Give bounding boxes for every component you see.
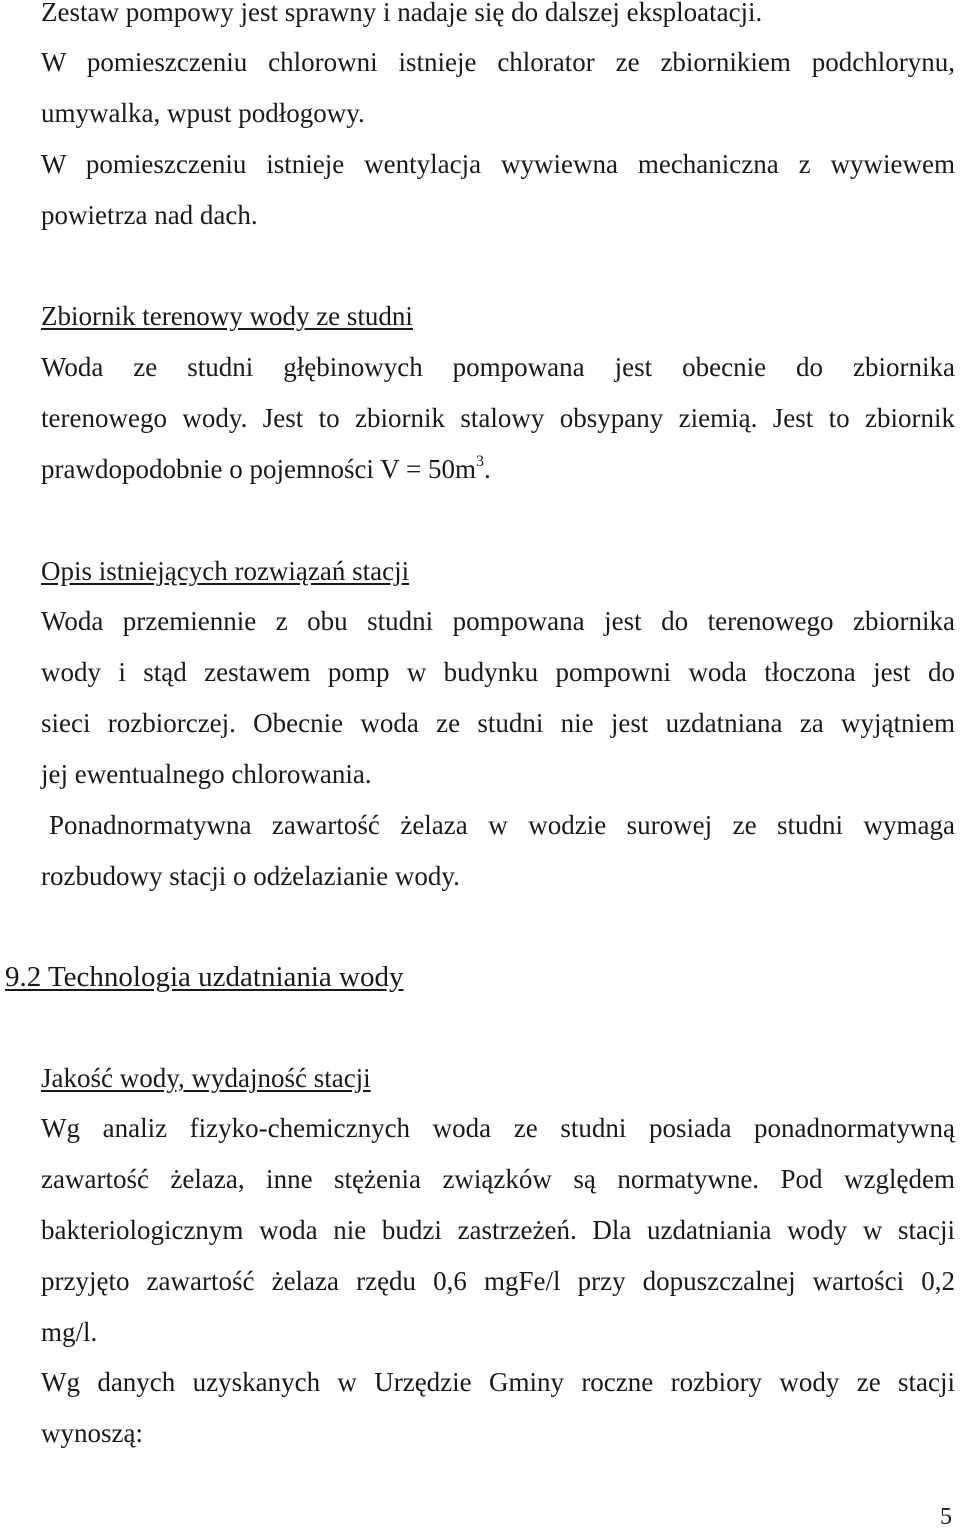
page-number: 5 xyxy=(940,1504,952,1530)
paragraph-line xyxy=(41,454,955,485)
subheading-tank: Zbiornik terenowy wody ze studni xyxy=(41,301,413,331)
paragraph-line: sieci rozbiorczej. Obecnie woda ze studni nie jest uzdatniana za wyjątniem xyxy=(41,708,955,738)
section-heading: 9.2 Technologia uzdatniania wody xyxy=(5,961,404,993)
paragraph-line: terenowego wody. Jest to zbiornik stalowy obsypany ziemią. Jest to zbiornik xyxy=(41,403,955,433)
paragraph-line: Ponadnormatywna zawartość żelaza w wodzie surowej ze studni wymaga xyxy=(49,810,955,840)
subheading-existing-solutions: Opis istniejących rozwiązań stacji xyxy=(41,556,410,586)
paragraph-line: Wg danych uzyskanych w Urzędzie Gminy roczne rozbiory wody ze stacji xyxy=(41,1367,955,1397)
paragraph-line: zawartość żelaza, inne stężenia związków są normatywne. Pod względem xyxy=(41,1164,955,1194)
period: . xyxy=(483,454,491,484)
paragraph-line: umywalka, wpust podłogowy. xyxy=(41,98,365,128)
paragraph-line: wody i stąd zestawem pomp w budynku pompowni woda tłoczona jest do xyxy=(41,657,955,687)
volume-text: prawdopodobnie o pojemności V = 50m xyxy=(41,454,476,484)
paragraph-line: rozbudowy stacji o odżelazianie wody. xyxy=(41,861,460,891)
paragraph-line: W pomieszczeniu istnieje wentylacja wywiewna mechaniczna z wywiewem xyxy=(41,149,955,179)
paragraph-line: W pomieszczeniu chlorowni istnieje chlorator ze zbiornikiem podchlorynu, xyxy=(41,47,955,77)
subheading-water-quality: Jakość wody, wydajność stacji xyxy=(41,1063,371,1093)
paragraph-line: Woda ze studni głębinowych pompowana jest obecnie do zbiornika xyxy=(41,352,955,382)
paragraph-line: Wg analiz fizyko-chemicznych woda ze studni posiada ponadnormatywną xyxy=(41,1113,955,1143)
paragraph-line: mg/l. xyxy=(41,1317,98,1347)
paragraph-line: wynoszą: xyxy=(41,1418,143,1448)
paragraph-line: Zestaw pompowy jest sprawny i nadaje się do dalszej eksploatacji. xyxy=(41,0,763,27)
paragraph-line: powietrza nad dach. xyxy=(41,200,258,230)
paragraph-line: jej ewentualnego chlorowania. xyxy=(41,759,372,789)
paragraph-line: przyjęto zawartość żelaza rzędu 0,6 mgFe/l przy dopuszczalnej wartości 0,2 xyxy=(41,1266,955,1296)
superscript: 3 xyxy=(475,453,484,470)
paragraph-line: Woda przemiennie z obu studni pompowana jest do terenowego zbiornika xyxy=(41,606,955,636)
paragraph-line: bakteriologicznym woda nie budzi zastrzeżeń. Dla uzdatniania wody w stacji xyxy=(41,1215,955,1245)
